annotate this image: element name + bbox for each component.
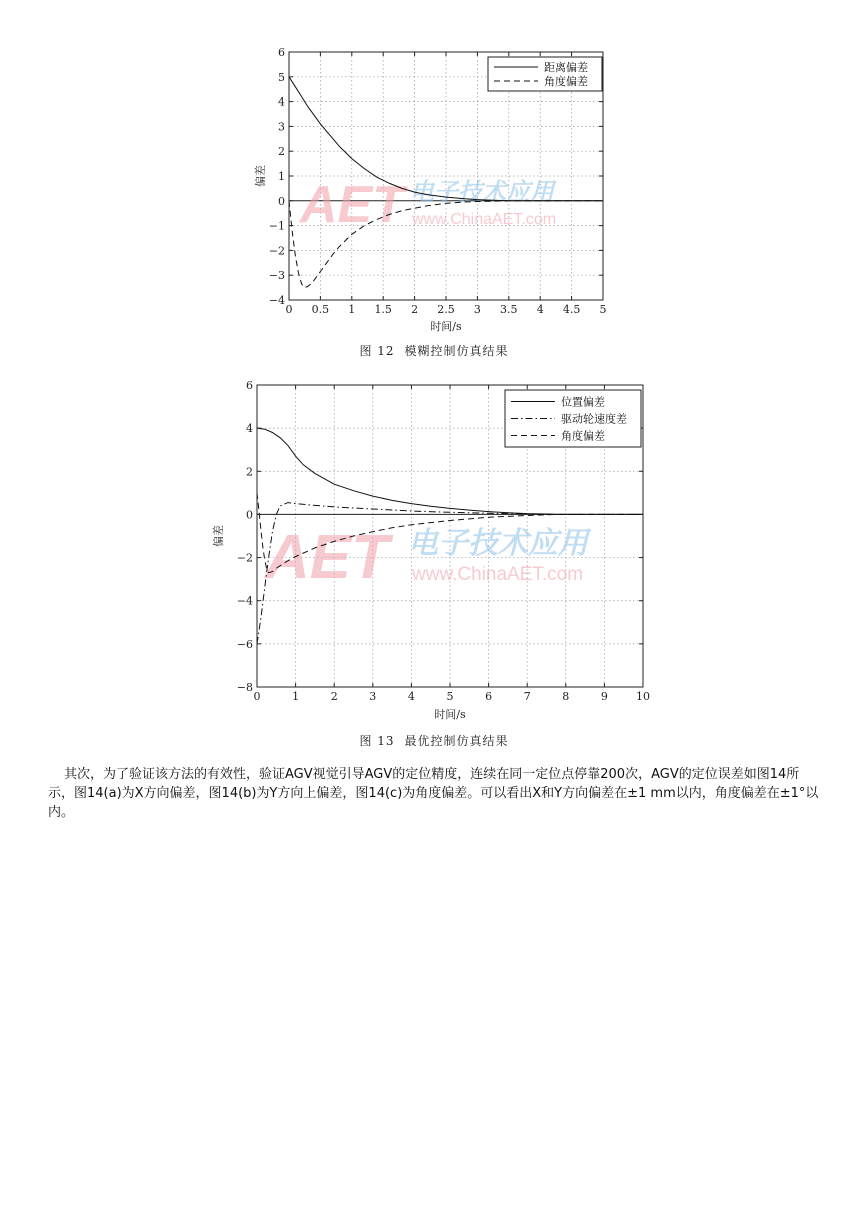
x-axis-label: 时间/s — [434, 708, 466, 721]
x-tick-label: 5 — [446, 690, 454, 703]
x-tick-label: 2.5 — [437, 303, 455, 316]
y-tick-label: −4 — [268, 294, 285, 307]
x-tick-label: 0 — [253, 690, 261, 703]
y-tick-label: −6 — [236, 637, 253, 651]
y-axis-label: 偏差 — [212, 525, 225, 547]
watermark-logo: AET — [300, 176, 404, 234]
legend-label-2: 驱动轮速度差 — [561, 412, 627, 426]
x-tick-label: 1 — [292, 690, 300, 703]
x-tick-label: 4 — [407, 690, 415, 703]
y-tick-label: −4 — [236, 594, 253, 608]
caption-title: 模糊控制仿真结果 — [404, 344, 509, 358]
y-tick-label: 6 — [278, 46, 285, 59]
x-tick-label: 0.5 — [311, 303, 330, 316]
x-tick-label: 5 — [599, 303, 607, 316]
x-tick-label: 1 — [348, 303, 356, 316]
x-tick-label: 3.5 — [500, 303, 518, 316]
legend-label-1: 位置偏差 — [561, 395, 605, 409]
y-tick-label: −1 — [268, 219, 285, 233]
body-paragraph: 其次，为了验证该方法的有效性，验证AGV视觉引导AGV的定位精度，连续在同一定位点停靠200次，AGV的定位误差如图14所示，图14(a)为X方向偏差，图14(b)为Y方向上偏差，图14(c)为角度偏差。可以看出X和Y方向偏差在±1 mm以内，角度偏差在±1°以内。 — [48, 767, 819, 820]
y-tick-label: 2 — [278, 145, 285, 159]
x-tick-label: 0 — [285, 303, 293, 316]
y-tick-label: 1 — [278, 170, 285, 183]
legend-label-3: 角度偏差 — [561, 429, 605, 443]
y-tick-label: 4 — [246, 422, 253, 436]
watermark-chinese: 电子技术应用 — [408, 526, 588, 561]
y-tick-label: 0 — [278, 194, 285, 208]
y-tick-label: 3 — [278, 120, 285, 134]
y-tick-label: 0 — [246, 508, 253, 522]
caption-title: 最优控制仿真结果 — [404, 734, 509, 748]
legend-label-2: 角度偏差 — [544, 75, 588, 88]
y-tick-label: 2 — [246, 465, 253, 479]
y-tick-label: 6 — [246, 379, 253, 392]
caption-number: 图 13 — [359, 734, 395, 748]
watermark-url: www.ChinaAET.com — [412, 564, 584, 585]
watermark-chinese: 电子技术应用 — [410, 177, 554, 206]
y-axis-label: 偏差 — [254, 165, 267, 187]
x-axis-label: 时间/s — [430, 320, 462, 333]
y-tick-label: −8 — [236, 681, 253, 694]
x-tick-label: 10 — [636, 690, 650, 703]
x-tick-label: 7 — [523, 690, 531, 703]
y-tick-label: −2 — [236, 551, 253, 565]
x-tick-label: 2 — [411, 303, 419, 316]
y-tick-label: 5 — [278, 70, 285, 84]
y-tick-label: −2 — [268, 244, 285, 258]
x-tick-label: 1.5 — [374, 303, 392, 316]
legend — [505, 390, 641, 447]
watermark — [263, 523, 592, 592]
x-tick-label: 6 — [485, 690, 493, 703]
x-tick-label: 3 — [369, 690, 377, 703]
x-tick-label: 4 — [536, 303, 544, 316]
y-tick-label: 4 — [278, 95, 285, 109]
watermark-logo: AET — [265, 523, 389, 592]
x-tick-label: 3 — [473, 303, 481, 316]
watermark-url: www.ChinaAET.com — [412, 211, 557, 228]
x-tick-label: 2 — [330, 690, 338, 703]
x-tick-label: 8 — [562, 690, 570, 703]
x-tick-label: 9 — [600, 690, 608, 703]
x-tick-label: 4.5 — [562, 303, 581, 316]
caption-number: 图 12 — [359, 344, 395, 358]
figure-13-caption — [0, 732, 868, 749]
y-tick-label: −3 — [268, 269, 285, 283]
legend-label-1: 距离偏差 — [544, 61, 588, 74]
